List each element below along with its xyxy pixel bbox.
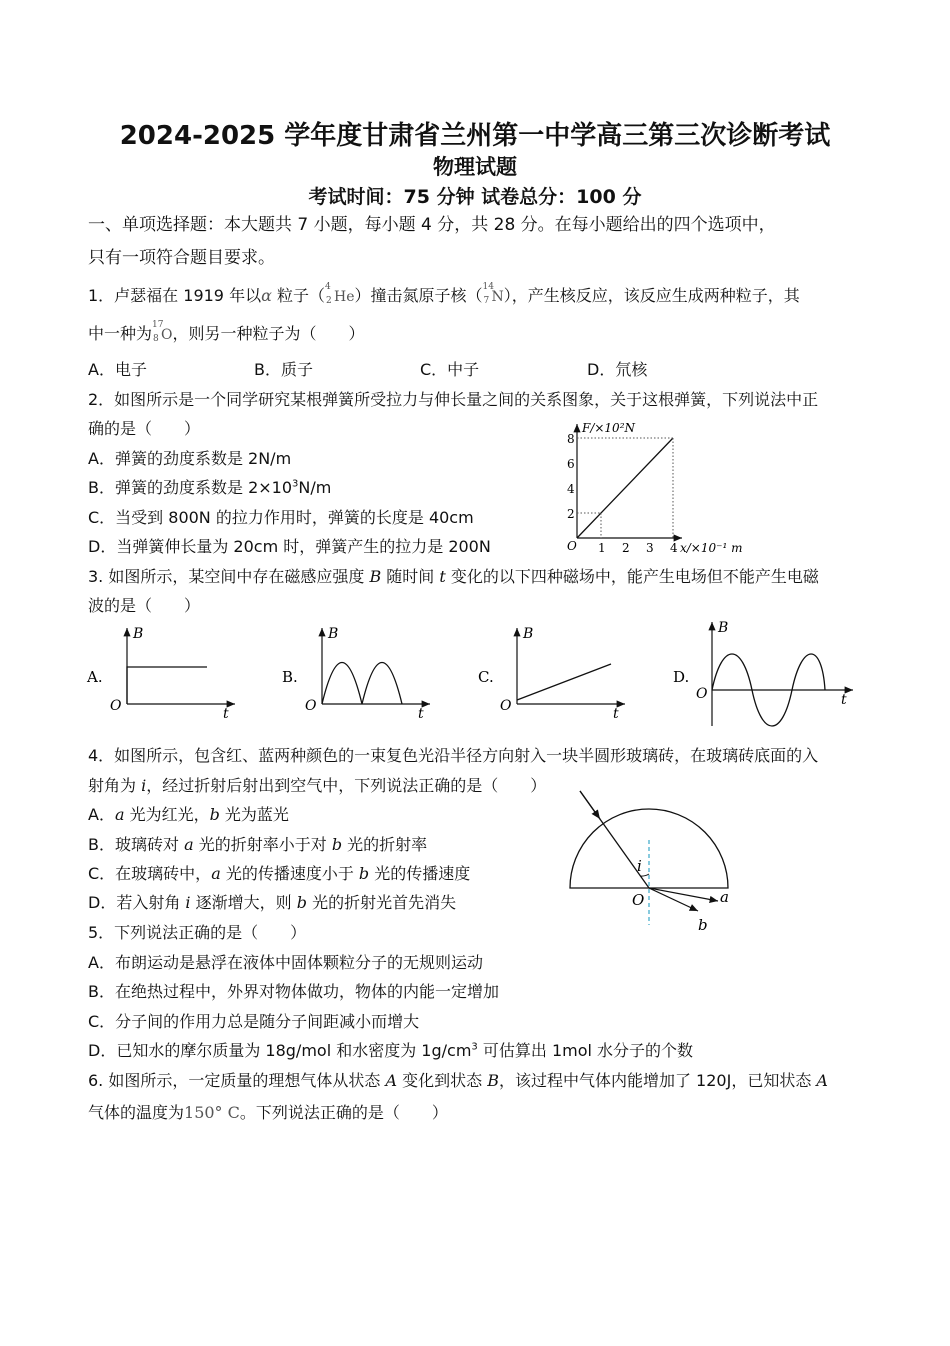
temperature-value: 150° C [184,1103,240,1122]
q4-text: 光的传播速度 [369,864,471,883]
q4-option-d [88,890,456,913]
x-label: t [418,706,424,722]
x-label: t [841,692,847,708]
graph-label: A. [87,668,103,686]
origin-label: O [500,698,512,714]
angle-label: i [637,857,642,875]
q1-option-b: B．质子 [254,360,313,379]
y-label: B [328,626,339,642]
graph-b [282,626,430,722]
q1-option-d: D．氘核 [587,360,648,379]
q1-stem-line1 [88,283,800,306]
origin-label: O [110,698,122,714]
incident-arrow [580,791,600,819]
ray-b [649,888,698,911]
q5-text: D．已知水的摩尔质量为 18g/mol 和水密度为 1g/cm [88,1041,472,1060]
q3-text: 变化的以下四种磁场中，能产生电场但不能产生电磁 [445,567,819,586]
q4-text: 光的折射光首先消失 [306,893,457,912]
q6-text: ，该过程中气体内能增加了 120J，已知状态 [498,1071,817,1090]
var-b: B [369,567,382,586]
atomic-number: 8 [153,334,159,344]
graph-label: B. [282,668,298,686]
q3-text: 随时间 [381,567,440,586]
var-a: A [385,1071,398,1090]
q3-graphs [85,620,865,732]
q1-stem-line2 [88,321,365,344]
q4-stem-line1: 4．如图所示，包含红、蓝两种颜色的一束复色光沿半径方向射入一块半圆形玻璃砖，在玻璃砖底面的入 [88,746,819,765]
exponent: 3 [471,1041,478,1053]
force-line [577,438,673,538]
graph-label: D. [673,668,690,686]
q4-text: A． [88,805,115,824]
section-heading-line2: 只有一项符合题目要求。 [88,248,275,268]
q1-text: 中一种为 [88,324,153,343]
q2-option-d: D．当弹簧伸长量为 20cm 时，弹簧产生的拉力是 200N [88,537,491,556]
q2-text: B．弹簧的劲度系数是 2×10 [88,478,293,497]
mass-number: 17 [152,320,164,330]
y-label: B [133,626,144,642]
q5-option-b: B．在绝热过程中，外界对物体做功，物体的内能一定增加 [88,982,499,1001]
q4-option-c [88,861,470,884]
q3-stem-line2: 波的是（ ） [88,596,201,615]
origin-label: O [305,698,317,714]
q4-text: 光的传播速度小于 [220,864,359,883]
y-tick: 4 [567,482,575,496]
q4-text: B．玻璃砖对 [88,835,185,854]
nitrogen-nuclide [482,282,504,306]
var-b: b [209,805,220,824]
q2-stem-line1: 2．如图所示是一个同学研究某根弹簧所受拉力与伸长量之间的关系图象，关于这根弹簧，下列说法中正 [88,390,819,409]
b-curve [127,667,207,704]
x-tick: 1 [598,541,606,555]
q1-text: ），产生核反应，该反应生成两种粒子，其 [503,286,800,305]
q6-text: 6. 如图所示，一定质量的理想气体从状态 [88,1071,386,1090]
q1-text: 粒子（ [271,286,325,305]
atomic-number: 2 [325,296,332,306]
subject-title: 物理试题 [433,155,517,179]
y-label: B [523,626,534,642]
var-a: A [816,1071,828,1090]
q6-text: 变化到状态 [397,1071,488,1090]
q2-text: N/m [298,478,332,497]
q6-stem-line2 [88,1100,448,1123]
element-symbol: N [491,289,504,305]
graph-label: C. [478,668,494,686]
exam-info: 考试时间：75 分钟 试卷总分：100 分 [308,186,642,208]
x-label: t [223,706,229,722]
mass-number: 4 [324,282,331,292]
q5-option-a: A．布朗运动是悬浮在液体中固体颗粒分子的无规则运动 [88,953,483,972]
origin-label: O [632,891,645,909]
graph-a [86,626,235,722]
oxygen-nuclide [152,320,173,344]
mass-number: 14 [482,282,494,292]
var-b: b [331,835,343,854]
q5-stem: 5．下列说法正确的是（ ） [88,923,307,942]
q4-text: 光的折射率 [342,835,428,854]
var-i: i [141,776,147,795]
y-tick: 6 [567,457,575,471]
ray-a-label: a [720,888,729,906]
q4-text: D．若入射角 [88,893,186,912]
x-tick: 2 [622,541,630,555]
q2-stem-line2: 确的是（ ） [88,419,201,438]
q1-text: 1．卢瑟福在 1919 年以 [88,286,262,305]
q4-text: 射角为 [88,776,142,795]
q6-stem-line1 [88,1068,828,1091]
q4-text: 光的折射率小于对 [193,835,332,854]
alpha-symbol: α [261,286,272,305]
helium-nuclide [324,282,355,306]
q2-option-b [88,475,331,498]
var-b: B [487,1071,499,1090]
q4-text: 逐渐增大，则 [190,893,297,912]
x-tick: 4 [670,541,678,555]
var-t: t [439,567,446,586]
element-symbol: He [333,289,355,305]
y-axis-label: F/×10²N [582,421,636,435]
ray-b-label: b [698,916,708,934]
section-heading-line1: 一、单项选择题：本大题共 7 小题，每小题 4 分，共 28 分。在每小题给出的四个选项中， [88,215,776,235]
origin-label: O [567,539,577,553]
q1-option-c: C．中子 [420,360,480,379]
q2-option-a: A．弹簧的劲度系数是 2N/m [88,449,292,468]
x-axis-label: x/×10⁻¹ m [680,541,743,555]
q1-text: ，则另一种粒子为（ ） [172,324,365,343]
q4-text: 光为蓝光 [219,805,289,824]
var-i: i [185,893,191,912]
q5-option-c: C．分子间的作用力总是随分子间距减小而增大 [88,1012,420,1031]
var-b: b [358,864,370,883]
page-title: 2024-2025 学年度甘肃省兰州第一中学高三第三次诊断考试 [119,121,831,151]
var-a: a [114,805,125,824]
y-tick: 2 [567,507,575,521]
b-curve [322,663,402,705]
q4-option-b [88,832,427,855]
element-symbol: O [161,327,173,343]
atomic-number: 7 [483,296,490,306]
q5-text: 可估算出 1mol 水分子的个数 [477,1041,694,1060]
exponent: 3 [292,478,299,490]
q6-text: 气体的温度为 [88,1103,185,1122]
var-b: b [296,893,307,912]
var-a: a [211,864,221,883]
x-tick: 3 [646,541,654,555]
q5-option-d [88,1038,693,1061]
q1-text: ）撞击氮原子核（ [354,286,483,305]
graph-d [673,620,853,726]
q4-option-a [88,802,289,825]
q6-text: 。下列说法正确的是（ ） [239,1103,448,1122]
q1-option-a: A．电子 [88,360,147,379]
y-label: B [718,620,729,636]
q4-text: ，经过折射后射出到空气中，下列说法正确的是（ ） [146,776,547,795]
b-curve [517,664,611,700]
q2-option-c: C．当受到 800N 的拉力作用时，弹簧的长度是 40cm [88,508,474,527]
ray-a [649,888,718,901]
var-a: a [184,835,194,854]
q4-text: C．在玻璃砖中， [88,864,212,883]
q4-text: 光为红光， [124,805,210,824]
y-tick: 8 [567,432,575,446]
q3-text: 3. 如图所示，某空间中存在磁感应强度 [88,567,370,586]
q3-stem-line1 [88,564,819,587]
spring-force-graph [560,418,760,558]
x-label: t [613,706,619,722]
origin-label: O [696,686,708,702]
glass-brick-diagram [560,785,760,935]
q4-stem-line2 [88,773,546,796]
graph-c [478,626,625,722]
